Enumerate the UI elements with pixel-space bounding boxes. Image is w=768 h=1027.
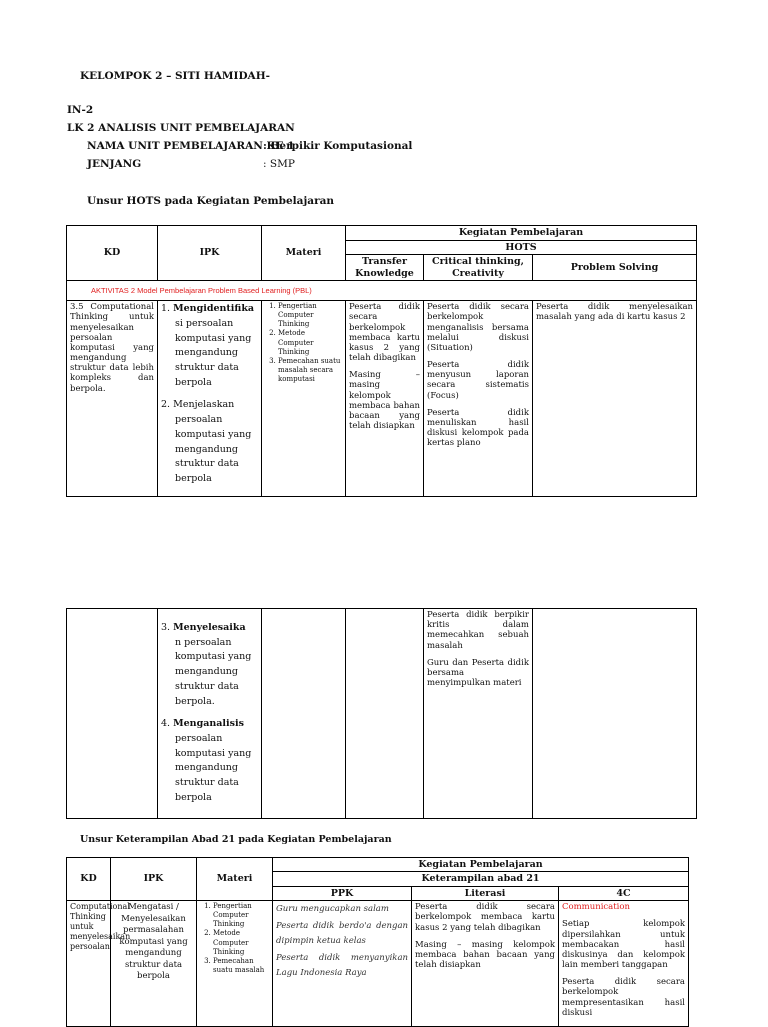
materi-item: 3. Pemecahan suatu masalah secara komputasi xyxy=(278,357,342,384)
ipk-cell: Mengatasi / Menyelesaikan permasalahan komputasi yang mengandung struktur data berpola xyxy=(111,901,197,1027)
ipk-item: 4. Menganalisis persoalan komputasi yang mengandung struktur data berpola xyxy=(161,718,252,803)
group-title: KELOMPOK 2 – SITI HAMIDAH- xyxy=(80,70,270,82)
ipk-item: 2. Menjelaskan persoalan komputasi yang mengandung struktur data berpola xyxy=(161,399,252,485)
ipk-cell xyxy=(158,301,262,497)
hots-table xyxy=(66,225,697,497)
materi-item: 2. Metode Computer Thinking xyxy=(213,929,269,956)
header-ipk: IPK xyxy=(158,226,262,281)
materi-cell-empty xyxy=(262,609,346,819)
hots-table-continued xyxy=(66,608,697,819)
header-problem: Problem Solving xyxy=(533,255,697,281)
section2-title: Unsur Keterampilan Abad 21 pada Kegiatan Pembelajaran xyxy=(80,834,392,845)
critical-cell: Peserta didik berpikir kritis dalam memecahkan sebuah masalah Guru dan Peserta didik bersama menyimpulkan materi xyxy=(424,609,533,819)
ipk-item: 1. Mengidentifika si persoalan komputasi yang mengandung struktur data berpola xyxy=(161,303,255,388)
materi-cell xyxy=(197,901,273,1027)
header-kd: KD xyxy=(67,858,111,901)
header-ipk: IPK xyxy=(111,858,197,901)
communication-label: Communication xyxy=(562,902,630,913)
header-kegiatan: Kegiatan Pembelajaran xyxy=(273,858,689,872)
jenjang-value: : SMP xyxy=(263,158,295,170)
header-materi: Materi xyxy=(197,858,273,901)
header-materi: Materi xyxy=(262,226,346,281)
kd-cell-empty xyxy=(67,609,158,819)
materi-item: 2. Metode Computer Thinking xyxy=(278,329,342,356)
materi-item: 3. Pemecahan suatu masalah xyxy=(213,957,269,975)
header-kegiatan: Kegiatan Pembelajaran xyxy=(346,226,697,241)
class-code: IN-2 xyxy=(67,104,94,116)
4c-cell: Communication Setiap kelompok dipersilahkan untuk membacakan hasil diskusinya dan kelompok lain memberi tanggapan Peserta didik secara berkelompok mempresentasikan hasil diskusi xyxy=(559,901,689,1027)
header-4c: 4C xyxy=(559,886,689,900)
ppk-cell: Guru mengucapkan salam Peserta didik berdo'a dengan dipimpin ketua kelas Peserta didik menyanyikan Lagu Indonesia Raya xyxy=(273,901,412,1027)
header-hots: HOTS xyxy=(346,241,697,255)
jenjang-label: JENJANG xyxy=(87,158,142,170)
ipk-item: 3. Menyelesaika n persoalan komputasi yang mengandung struktur data berpola. xyxy=(161,622,252,707)
header-ppk: PPK xyxy=(273,886,412,900)
critical-cell: Peserta didik secara berkelompok menganalisis bersama melalui diskusi (Situation) Peserta didik menyusun laporan secara sistematis (Focus) Peserta didik menuliskan hasil diskusi kelompok pada kertas plano xyxy=(424,301,533,497)
literasi-cell: Peserta didik secara berkelompok membaca kartu kasus 2 yang telah dibagikan Masing – masing kelompok membaca bahan bacaan yang telah disiapkan xyxy=(412,901,559,1027)
kd-cell: 3.5 Computational Thinking untuk menyelesaikan persoalan komputasi yang mengandung struktur data lebih kompleks dan berpola. xyxy=(67,301,158,497)
abad21-table xyxy=(66,857,689,1027)
lk-title: LK 2 ANALISIS UNIT PEMBELAJARAN xyxy=(67,122,295,134)
materi-item: 1. Pengertian Computer Thinking xyxy=(278,302,342,329)
transfer-cell: Peserta didik secara berkelompok membaca kartu kasus 2 yang telah dibagikan Masing – masing kelompok membaca bahan bacaan yang telah disiapkan xyxy=(346,301,424,497)
header-kd: KD xyxy=(67,226,158,281)
header-abad21: Keterampilan abad 21 xyxy=(273,872,689,886)
ipk-cell xyxy=(158,609,262,819)
transfer-cell-empty xyxy=(346,609,424,819)
header-transfer: Transfer Knowledge xyxy=(346,255,424,281)
problem-cell: Peserta didik menyelesaikan masalah yang ada di kartu kasus 2 xyxy=(533,301,697,497)
unit-value: : Berpikir Komputasional xyxy=(263,140,413,152)
problem-cell-empty xyxy=(533,609,697,819)
materi-item: 1. Pengertian Computer Thinking xyxy=(213,902,269,929)
section1-title: Unsur HOTS pada Kegiatan Pembelajaran xyxy=(87,195,335,207)
header-critical: Critical thinking, Creativity xyxy=(424,255,533,281)
aktivitas-label: AKTIVITAS 2 Model Pembelajaran Problem Based Learning (PBL) xyxy=(91,286,312,296)
kd-cell: Computational Thinking untuk menyelesaikan persoalan xyxy=(67,901,111,1027)
unit-label: NAMA UNIT PEMBELAJARAN KE 1 xyxy=(87,140,295,152)
header-literasi: Literasi xyxy=(412,886,559,900)
materi-cell xyxy=(262,301,346,497)
